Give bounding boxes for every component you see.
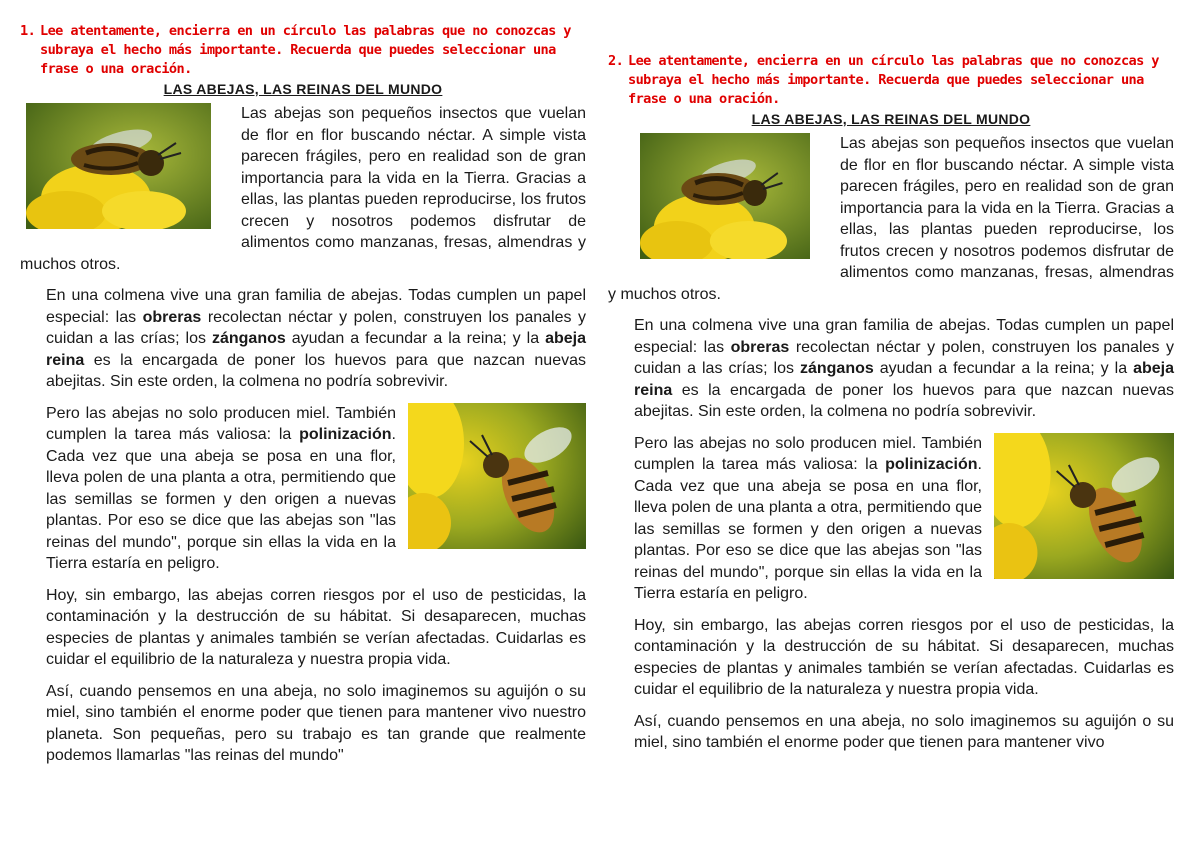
instruction-number: 1. bbox=[20, 23, 36, 39]
keyword-polinizacion: polinización bbox=[299, 426, 392, 443]
text-run: es la encargada de poner los huevos para que nazcan nuevas abejitas. Sin este orden, la colmena no podría sobrevivir. bbox=[46, 351, 586, 390]
paragraph-4: Hoy, sin embargo, las abejas corren riesgos por el uso de pesticidas, la contaminación y la destrucción de su hábitat. Si desaparecen, muchas especies de plantas y animales también se verían afectadas. Cuidarlas es cuidar el equilibrio de la naturaleza y nuestra propia vida. bbox=[46, 586, 586, 668]
keyword-obreras: obreras bbox=[730, 338, 790, 356]
text-run: . Cada vez que una abeja se posa en una flor, lleva polen de una planta a otra, permitiendo que las semillas se formen y den origen a nuevas plantas. Por eso se dice que las abejas son "las reinas del mundo", porque sin ellas la vida en la Tierra estaría en peligro. bbox=[634, 456, 982, 602]
keyword-polinizacion: polinización bbox=[885, 456, 978, 473]
instruction-text: Lee atentamente, encierra en un círculo las palabras que no conozcas y subraya el hecho más importante. Recuerda que puedes seleccionar una frase o una oración. bbox=[40, 23, 571, 77]
paragraph-1-text: Las abejas son pequeños insectos que vuelan de flor en flor buscando néctar. A simple vista parecen frágiles, pero en realidad son de gran importancia para la vida en la Tierra. Gracias a ellas, las plantas pueden reproducirse, los frutos crecen y nosotros podemos disfrutar de alimentos como manzanas, fresas, almendras y muchos otros. bbox=[20, 105, 586, 273]
article-body bbox=[20, 103, 586, 767]
bee-on-flower-image bbox=[26, 103, 211, 229]
left-column bbox=[20, 22, 586, 777]
paragraph-4: Hoy, sin embargo, las abejas corren riesgos por el uso de pesticidas, la contaminación y la destrucción de su hábitat. Si desaparecen, muchas especies de plantas y animales también se verían afectadas. Cuidarlas es cuidar el equilibrio de la naturaleza y nuestra propia vida. bbox=[634, 616, 1174, 698]
text-run: En una colmena vive una gran familia de abejas. Todas cumplen un papel especial: las bbox=[634, 317, 1174, 356]
text-run: es la encargada de poner los huevos para que nazcan nuevas abejitas. Sin este orden, la colmena no podría sobrevivir. bbox=[634, 381, 1174, 420]
bee-on-flower-image bbox=[640, 133, 810, 259]
article-title: LAS ABEJAS, LAS REINAS DEL MUNDO bbox=[751, 111, 1031, 127]
text-run: Pero las abejas no solo producen miel. También cumplen la tarea más valiosa: la bbox=[46, 404, 396, 443]
text-run: ayudan a fecundar a la reina; y la bbox=[873, 360, 1134, 377]
paragraph-5: Así, cuando pensemos en una abeja, no solo imaginemos su aguijón o su miel, sino también el enorme poder que tienen para mantener vivo bbox=[634, 712, 1174, 751]
text-run: ayudan a fecundar a la reina; y la bbox=[285, 330, 546, 347]
text-run: recolectan néctar y polen, construyen los panales y cuidan a las crías; los bbox=[634, 338, 1174, 377]
text-run: . Cada vez que una abeja se posa en una flor, lleva polen de una planta a otra, permitiendo que las semillas se formen y den origen a nuevas plantas. Por eso se dice que las abejas son "las reinas del mundo", porque sin ellas la vida en la Tierra estaría en peligro. bbox=[46, 426, 396, 572]
article-title: LAS ABEJAS, LAS REINAS DEL MUNDO bbox=[163, 81, 443, 97]
bee-flying-image bbox=[994, 433, 1174, 579]
instruction-text: Lee atentamente, encierra en un círculo las palabras que no conozcas y subraya el hecho más importante. Recuerda que puedes seleccionar una frase o una oración. bbox=[628, 53, 1159, 107]
text-run: recolectan néctar y polen, construyen los panales y cuidan a las crías; los bbox=[46, 308, 586, 347]
keyword-zanganos: zánganos bbox=[211, 330, 286, 347]
paragraph-1-text: Las abejas son pequeños insectos que vuelan de flor en flor buscando néctar. A simple vista parecen frágiles, pero en realidad son de gran importancia para la vida en la Tierra. Gracias a ellas, las plantas pueden reproducirse, los frutos crecen y nosotros podemos disfrutar de alimentos como manzanas, fresas, almendras y muchos otros. bbox=[608, 135, 1174, 303]
paragraph-1 bbox=[20, 103, 586, 275]
keyword-abeja-reina: abeja reina bbox=[634, 360, 1175, 399]
keyword-abeja-reina: abeja reina bbox=[46, 330, 587, 369]
keyword-obreras: obreras bbox=[142, 308, 202, 326]
instruction-1 bbox=[20, 22, 586, 79]
paragraph-2 bbox=[634, 315, 1174, 423]
right-column bbox=[608, 52, 1174, 764]
paragraph-3 bbox=[46, 403, 586, 575]
instruction-2 bbox=[608, 52, 1174, 109]
text-run: Pero las abejas no solo producen miel. También cumplen la tarea más valiosa: la bbox=[634, 434, 982, 473]
bee-flying-image bbox=[408, 403, 586, 549]
paragraph-5: Así, cuando pensemos en una abeja, no solo imaginemos su aguijón o su miel, sino también el enorme poder que tienen para mantener vivo nuestro planeta. Son pequeñas, pero su trabajo es tan grande que realmente podemos llamarlas "las reinas del mundo" bbox=[46, 682, 586, 764]
paragraph-2 bbox=[46, 285, 586, 393]
text-run: En una colmena vive una gran familia de abejas. Todas cumplen un papel especial: las bbox=[46, 287, 586, 326]
paragraph-1 bbox=[608, 133, 1174, 305]
paragraph-3 bbox=[634, 433, 1174, 605]
article-body bbox=[608, 133, 1174, 754]
keyword-zanganos: zánganos bbox=[799, 360, 874, 377]
instruction-number: 2. bbox=[608, 53, 624, 69]
